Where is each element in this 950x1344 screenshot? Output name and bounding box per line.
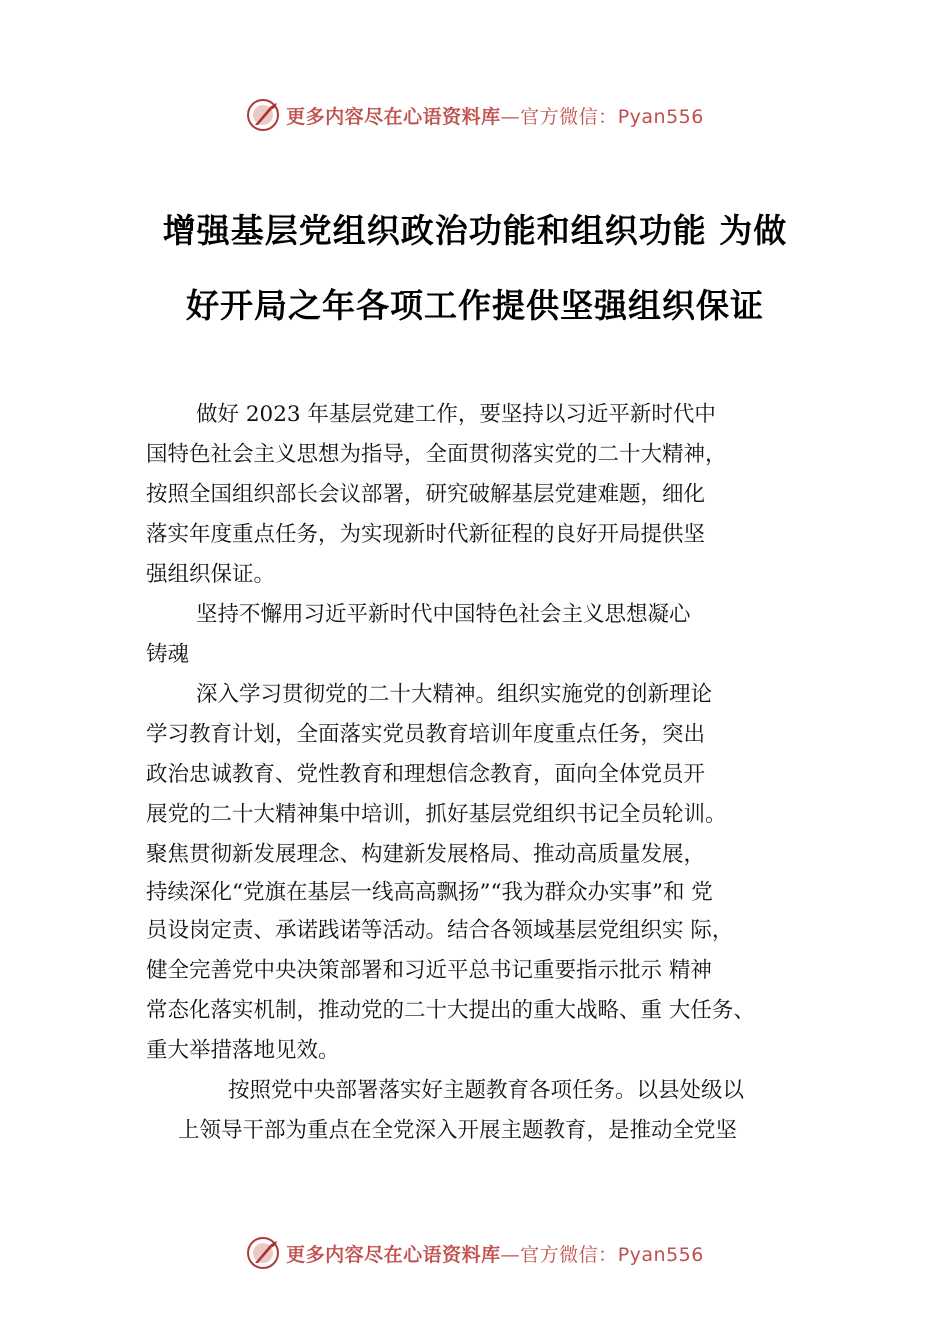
quill-logo-icon xyxy=(246,98,280,132)
body-line: 聚焦贯彻新发展理念、构建新发展格局、推动高质量发展， xyxy=(146,842,706,867)
quill-logo-icon xyxy=(246,1236,280,1270)
body-line: 国特色社会主义思想为指导，全面贯彻落实党的二十大精神， xyxy=(146,442,727,467)
document-title-line-2: 好开局之年各项工作提供坚强组织保证 xyxy=(186,286,764,325)
watermark-main-text: 更多内容尽在心语资料库 xyxy=(286,105,501,128)
body-line: 学习教育计划，全面落实党员教育培训年度重点任务，突出 xyxy=(146,722,706,747)
body-line: 员设岗定责、承诺践诺等活动。结合各领域基层党组织实 际， xyxy=(146,918,734,943)
body-line: 健全完善党中央决策部署和习近平总书记重要指示批示 精神 xyxy=(146,958,712,983)
body-line: 政治忠诚教育、党性教育和理想信念教育，面向全体党员开 xyxy=(146,762,706,787)
body-line: 持续深化“党旗在基层一线高高飘扬”“我为群众办实事”和 党 xyxy=(146,880,713,905)
body-line: 展党的二十大精神集中培训，抓好基层党组织书记全员轮训。 xyxy=(146,802,727,827)
watermark-id-text: Pyan556 xyxy=(617,105,704,128)
body-line: 按照全国组织部长会议部署，研究破解基层党建难题，细化 xyxy=(146,482,706,507)
watermark-sep-text: —官方微信： xyxy=(500,1243,618,1266)
body-line: 做好 2023 年基层党建工作，要坚持以习近平新时代中 xyxy=(196,402,716,427)
body-line: 深入学习贯彻党的二十大精神。组织实施党的创新理论 xyxy=(196,682,713,707)
watermark-banner-top xyxy=(0,95,950,135)
watermark-id-text: Pyan556 xyxy=(617,1243,704,1266)
watermark-sep-text: —官方微信： xyxy=(500,105,618,128)
watermark-main-text: 更多内容尽在心语资料库 xyxy=(286,1243,501,1266)
body-line: 常态化落实机制，推动党的二十大提出的重大战略、重 大任务、 xyxy=(146,998,755,1023)
body-line: 上领导干部为重点在全党深入开展主题教育，是推动全党坚 xyxy=(178,1118,738,1143)
section-heading-line: 坚持不懈用习近平新时代中国特色社会主义思想凝心 xyxy=(196,602,691,627)
body-line: 重大举措落地见效。 xyxy=(146,1038,340,1063)
section-heading-line: 铸魂 xyxy=(146,642,190,667)
watermark-banner-bottom xyxy=(0,1233,950,1273)
body-line: 按照党中央部署落实好主题教育各项任务。以县处级以 xyxy=(228,1078,745,1103)
body-line: 落实年度重点任务，为实现新时代新征程的良好开局提供坚 xyxy=(146,522,706,547)
document-title-line-1: 增强基层党组织政治功能和组织功能 为做 xyxy=(162,211,788,250)
body-line: 强组织保证。 xyxy=(146,562,276,587)
